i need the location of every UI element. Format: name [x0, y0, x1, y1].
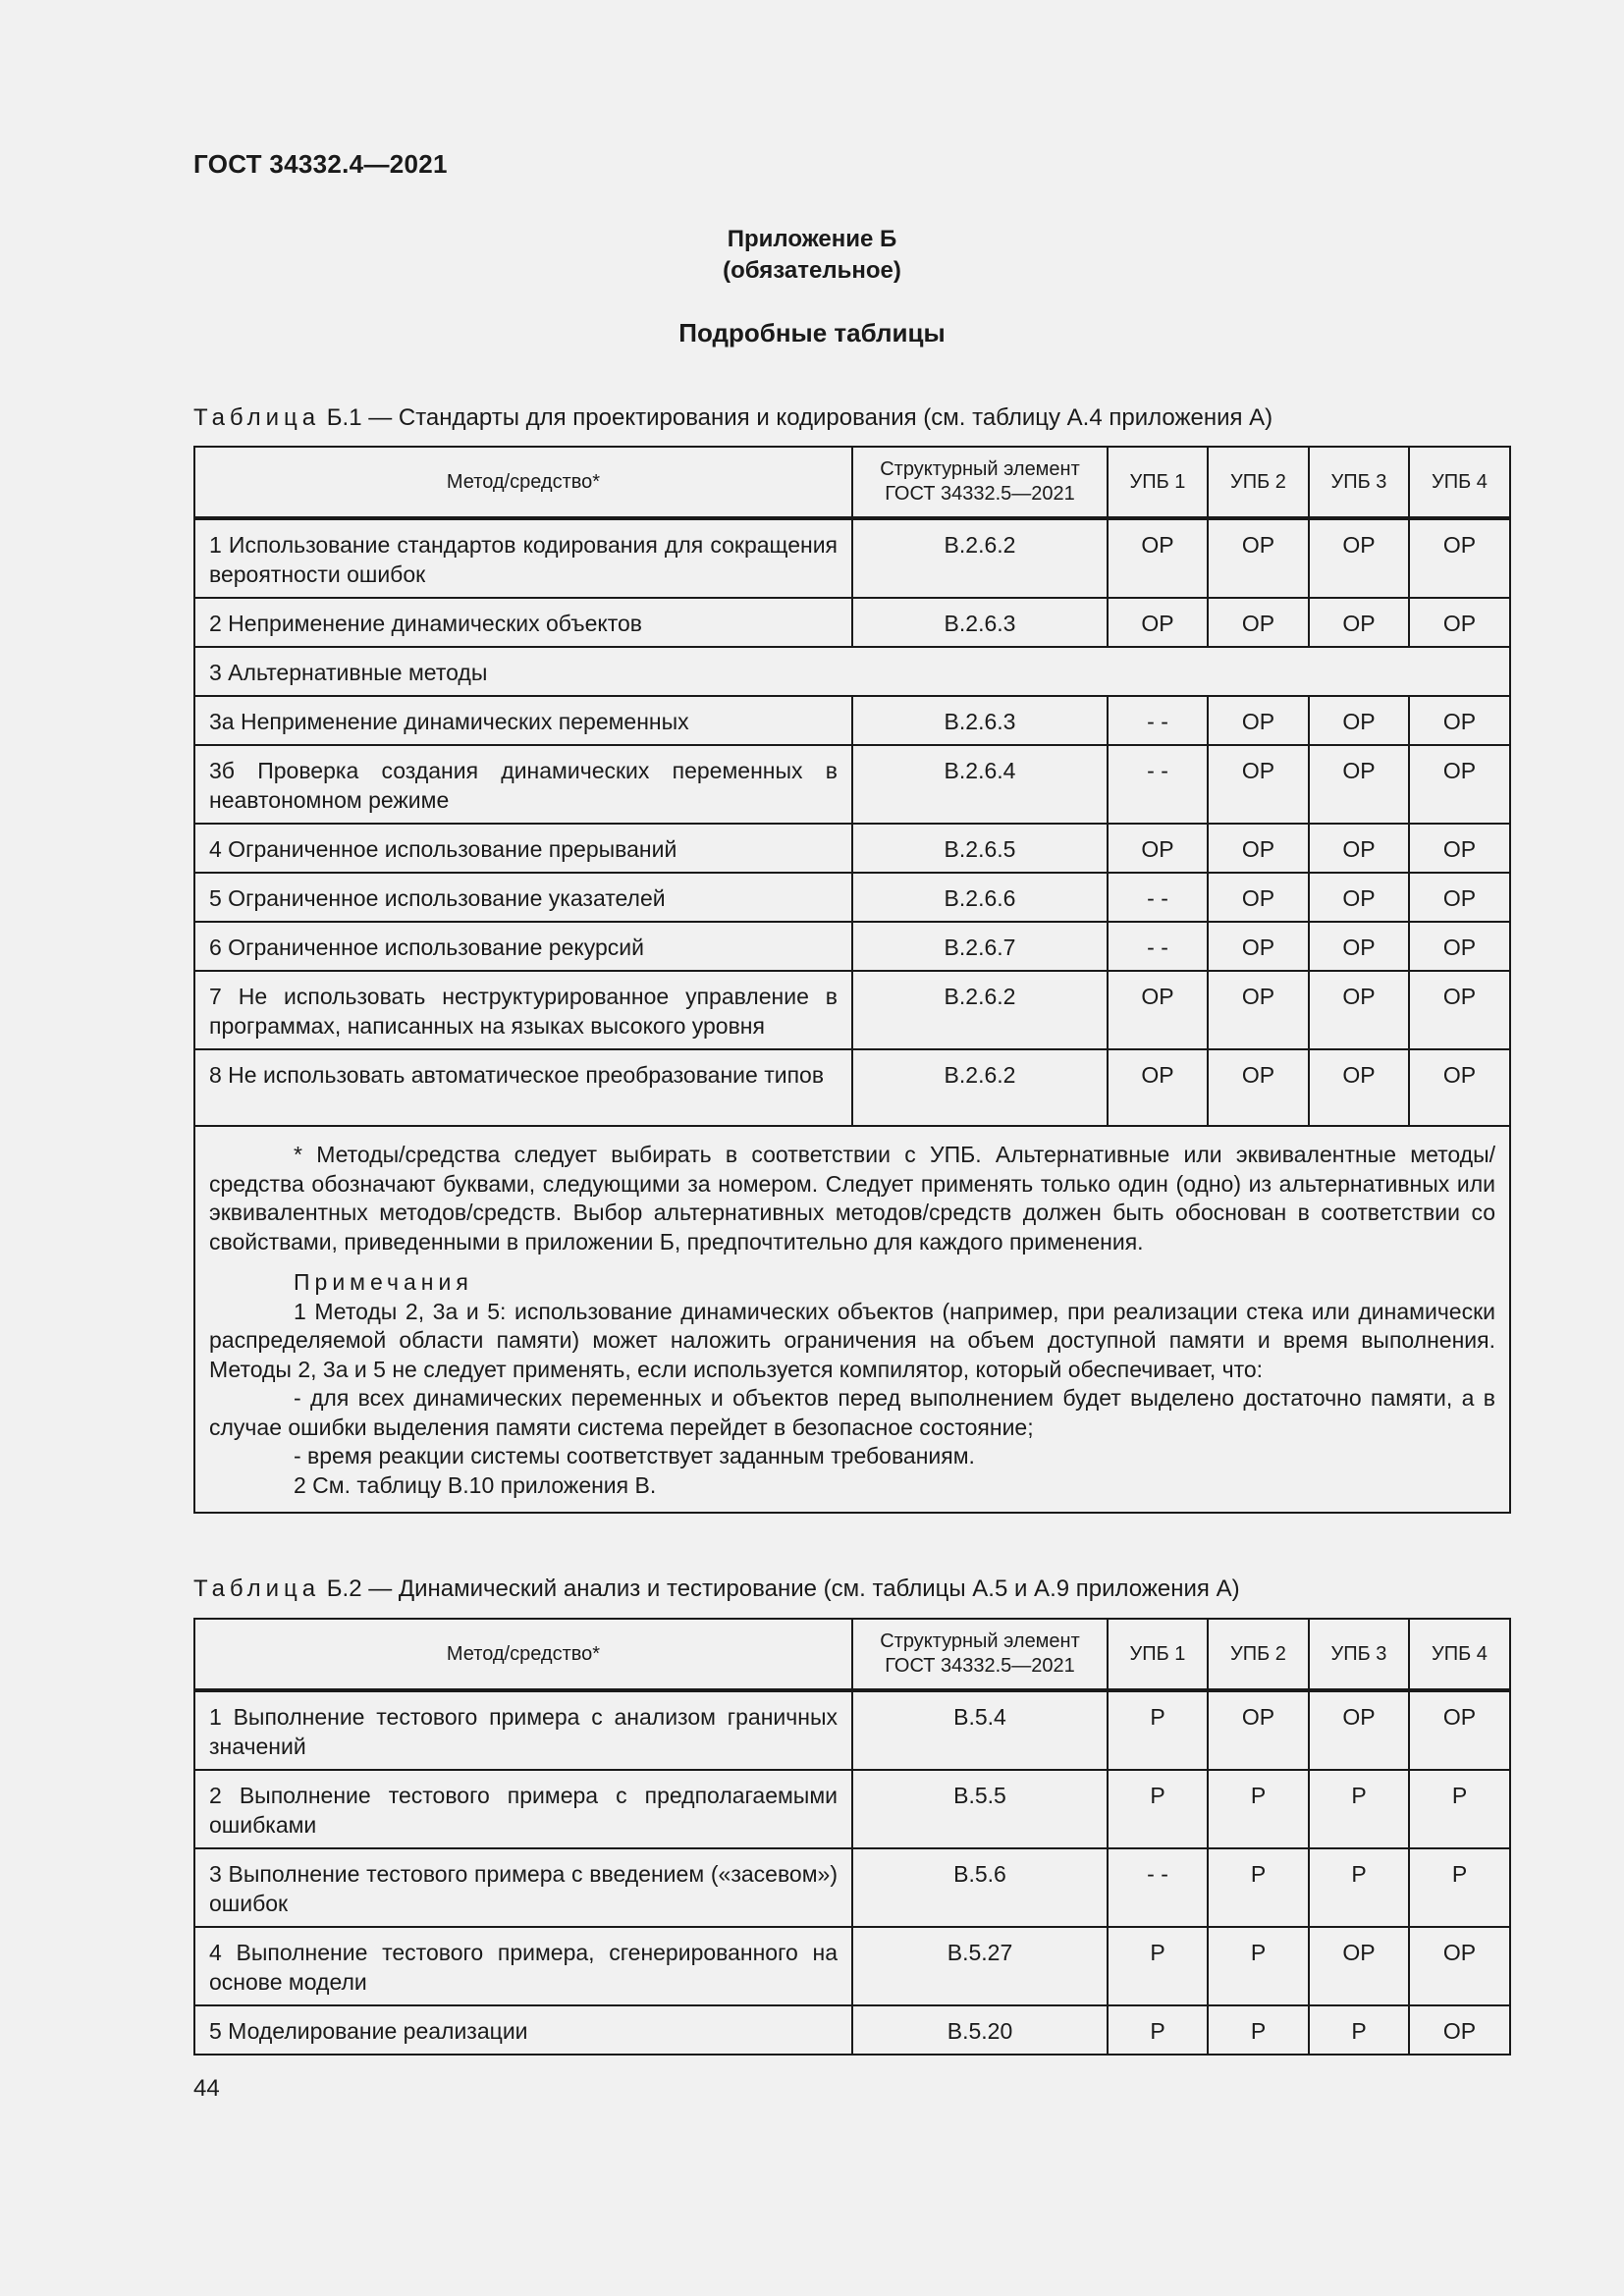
- row-upb3: ОР: [1309, 1049, 1409, 1126]
- row-method: 4 Ограниченное использование прерываний: [194, 824, 852, 873]
- row-element: В.2.6.2: [852, 971, 1108, 1049]
- table2-header-method: Метод/средство*: [194, 1619, 852, 1690]
- annex-status: (обязательное): [723, 257, 901, 284]
- row-upb3: ОР: [1309, 1690, 1409, 1770]
- notes-heading: Примечания: [294, 1269, 473, 1295]
- row-upb3: ОР: [1309, 1927, 1409, 2005]
- row-upb1: ОР: [1108, 971, 1208, 1049]
- row-upb1: ОР: [1108, 598, 1208, 647]
- table1-caption: [193, 404, 1272, 432]
- table1-header-row: [194, 447, 1510, 518]
- table-row: [194, 824, 1510, 873]
- table-row: [194, 873, 1510, 922]
- row-upb4: Р: [1409, 1770, 1510, 1848]
- row-method: 4 Выполнение тестового примера, сгенерированного на основе модели: [194, 1927, 852, 2005]
- note-2: 2 См. таблицу В.10 приложения В.: [294, 1471, 657, 1498]
- row-upb4: ОР: [1409, 696, 1510, 745]
- table2-header-row: [194, 1619, 1510, 1690]
- row-upb4: ОР: [1409, 1049, 1510, 1126]
- row-upb3: ОР: [1309, 518, 1409, 598]
- table2-caption: [193, 1575, 1240, 1603]
- page-number: 44: [193, 2075, 220, 2102]
- table2-header-upb1: УПБ 1: [1108, 1619, 1208, 1690]
- row-upb3: Р: [1309, 1848, 1409, 1927]
- row-upb1: Р: [1108, 1690, 1208, 1770]
- row-upb3: ОР: [1309, 971, 1409, 1049]
- row-upb1: Р: [1108, 1927, 1208, 2005]
- row-upb3: ОР: [1309, 745, 1409, 824]
- table1-header-upb4: УПБ 4: [1409, 447, 1510, 518]
- table1-footnote-row: [194, 1126, 1510, 1513]
- row-upb2: Р: [1208, 1848, 1309, 1927]
- note-1-item-1: - для всех динамических переменных и объектов перед выполнением будет выделено достаточно памяти, а в случае ошибки выделения памяти система перейдет в безопасное состояние;: [209, 1385, 1495, 1440]
- row-upb4: ОР: [1409, 971, 1510, 1049]
- table-row: [194, 922, 1510, 971]
- row-upb2: ОР: [1208, 922, 1309, 971]
- row-upb2: ОР: [1208, 598, 1309, 647]
- table-row: [194, 598, 1510, 647]
- note-1-item-2: - время реакции системы соответствует заданным требованиям.: [294, 1443, 975, 1468]
- table1: [193, 446, 1511, 1514]
- row-upb2: ОР: [1208, 1049, 1309, 1126]
- table-row: [194, 647, 1510, 696]
- row-upb1: - -: [1108, 745, 1208, 824]
- row-upb2: ОР: [1208, 873, 1309, 922]
- table2-header-upb3: УПБ 3: [1309, 1619, 1409, 1690]
- row-upb2: ОР: [1208, 518, 1309, 598]
- table-row: [194, 745, 1510, 824]
- row-upb2: ОР: [1208, 824, 1309, 873]
- table-row: [194, 518, 1510, 598]
- row-element: В.5.4: [852, 1690, 1108, 1770]
- row-upb1: ОР: [1108, 518, 1208, 598]
- row-upb4: ОР: [1409, 1690, 1510, 1770]
- row-upb2: Р: [1208, 2005, 1309, 2055]
- row-element: В.2.6.4: [852, 745, 1108, 824]
- row-upb3: ОР: [1309, 824, 1409, 873]
- row-upb3: ОР: [1309, 598, 1409, 647]
- row-upb2: ОР: [1208, 745, 1309, 824]
- row-element: В.5.27: [852, 1927, 1108, 2005]
- table-row: [194, 1770, 1510, 1848]
- table2-header-element: [852, 1619, 1108, 1690]
- row-element: В.2.6.2: [852, 1049, 1108, 1126]
- row-upb4: ОР: [1409, 1927, 1510, 2005]
- table1-caption-prefix: Таблица: [193, 404, 321, 431]
- row-upb1: - -: [1108, 873, 1208, 922]
- footnote-text: * Методы/средства следует выбирать в соответствии с УПБ. Альтернативные или эквивалентные методы/средства обозначают буквами, следующими за номером. Следует применять только один (одно) из альтернативных или эквивалентных методов/средств. Выбор альтернативных методов/средств должен быть обоснован в соответствии со свойствами, приведенными в приложении Б, предпочтительно для каждого применения.: [209, 1142, 1495, 1255]
- row-upb3: ОР: [1309, 922, 1409, 971]
- table-row: [194, 971, 1510, 1049]
- row-element: В.5.5: [852, 1770, 1108, 1848]
- table2-header-element-line1: Структурный элемент: [880, 1630, 1080, 1652]
- table2: [193, 1618, 1511, 2056]
- table1-header-element-line1: Структурный элемент: [880, 458, 1080, 480]
- row-method: 6 Ограниченное использование рекурсий: [194, 922, 852, 971]
- annex-title: Приложение Б: [727, 226, 897, 252]
- row-upb4: ОР: [1409, 598, 1510, 647]
- table1-header-method: Метод/средство*: [194, 447, 852, 518]
- document-header: ГОСТ 34332.4—2021: [193, 149, 448, 179]
- table-row: [194, 1049, 1510, 1126]
- row-method: 2 Выполнение тестового примера с предполагаемыми ошибками: [194, 1770, 852, 1848]
- row-element: В.2.6.6: [852, 873, 1108, 922]
- row-upb4: ОР: [1409, 518, 1510, 598]
- row-upb1: ОР: [1108, 1049, 1208, 1126]
- row-upb4: ОР: [1409, 2005, 1510, 2055]
- table1-header-element-line2: ГОСТ 34332.5—2021: [885, 483, 1075, 505]
- row-method: 5 Ограниченное использование указателей: [194, 873, 852, 922]
- row-method: 8 Не использовать автоматическое преобразование типов: [194, 1049, 852, 1126]
- row-upb2: ОР: [1208, 1690, 1309, 1770]
- row-element: В.2.6.5: [852, 824, 1108, 873]
- row-group-heading: 3 Альтернативные методы: [194, 647, 1510, 696]
- row-upb3: Р: [1309, 2005, 1409, 2055]
- row-upb3: ОР: [1309, 873, 1409, 922]
- table1-header-upb1: УПБ 1: [1108, 447, 1208, 518]
- row-upb1: Р: [1108, 1770, 1208, 1848]
- row-upb1: - -: [1108, 696, 1208, 745]
- table1-header-upb3: УПБ 3: [1309, 447, 1409, 518]
- table-row: [194, 1690, 1510, 1770]
- table-row: [194, 1848, 1510, 1927]
- table-row: [194, 2005, 1510, 2055]
- row-upb2: ОР: [1208, 971, 1309, 1049]
- table1-header-upb2: УПБ 2: [1208, 447, 1309, 518]
- row-method: 3 Выполнение тестового примера с введением («засевом») ошибок: [194, 1848, 852, 1927]
- row-upb3: Р: [1309, 1770, 1409, 1848]
- row-upb1: - -: [1108, 1848, 1208, 1927]
- row-element: В.2.6.3: [852, 696, 1108, 745]
- row-upb2: Р: [1208, 1770, 1309, 1848]
- table2-caption-prefix: Таблица: [193, 1575, 321, 1602]
- row-element: В.2.6.7: [852, 922, 1108, 971]
- table-row: [194, 1927, 1510, 2005]
- row-element: В.2.6.3: [852, 598, 1108, 647]
- table1-header-element: [852, 447, 1108, 518]
- row-method: 1 Использование стандартов кодирования для сокращения вероятности ошибок: [194, 518, 852, 598]
- table1-footnote: [194, 1126, 1510, 1513]
- row-upb2: ОР: [1208, 696, 1309, 745]
- annex-heading: Подробные таблицы: [678, 318, 946, 347]
- row-upb2: Р: [1208, 1927, 1309, 2005]
- table2-caption-text: Б.2 — Динамический анализ и тестирование (см. таблицы А.5 и А.9 приложения А): [320, 1575, 1240, 1602]
- row-upb4: ОР: [1409, 873, 1510, 922]
- row-method: 2 Неприменение динамических объектов: [194, 598, 852, 647]
- row-method: 7 Не использовать неструктурированное управление в программах, написанных на языках высокого уровня: [194, 971, 852, 1049]
- row-upb1: - -: [1108, 922, 1208, 971]
- row-method: 1 Выполнение тестового примера с анализом граничных значений: [194, 1690, 852, 1770]
- table2-header-element-line2: ГОСТ 34332.5—2021: [885, 1655, 1075, 1677]
- row-upb4: ОР: [1409, 824, 1510, 873]
- row-upb4: Р: [1409, 1848, 1510, 1927]
- table1-caption-text: Б.1 — Стандарты для проектирования и кодирования (см. таблицу А.4 приложения А): [320, 404, 1273, 431]
- row-element: В.5.6: [852, 1848, 1108, 1927]
- row-element: В.5.20: [852, 2005, 1108, 2055]
- note-1: 1 Методы 2, 3а и 5: использование динамических объектов (например, при реализации стека или динамически распределяемой области памяти) может наложить ограничения на объем доступной памяти и время выполнения. Методы 2, 3а и 5 не следует применять, если используется компилятор, который обеспечивает, что:: [209, 1298, 1495, 1382]
- table-row: [194, 696, 1510, 745]
- table2-header-upb4: УПБ 4: [1409, 1619, 1510, 1690]
- row-element: В.2.6.2: [852, 518, 1108, 598]
- row-upb4: ОР: [1409, 922, 1510, 971]
- row-method: 5 Моделирование реализации: [194, 2005, 852, 2055]
- row-upb1: Р: [1108, 2005, 1208, 2055]
- row-method: 3б Проверка создания динамических переменных в неавтономном режиме: [194, 745, 852, 824]
- row-upb4: ОР: [1409, 745, 1510, 824]
- row-method: 3а Неприменение динамических переменных: [194, 696, 852, 745]
- row-upb3: ОР: [1309, 696, 1409, 745]
- row-upb1: ОР: [1108, 824, 1208, 873]
- table2-header-upb2: УПБ 2: [1208, 1619, 1309, 1690]
